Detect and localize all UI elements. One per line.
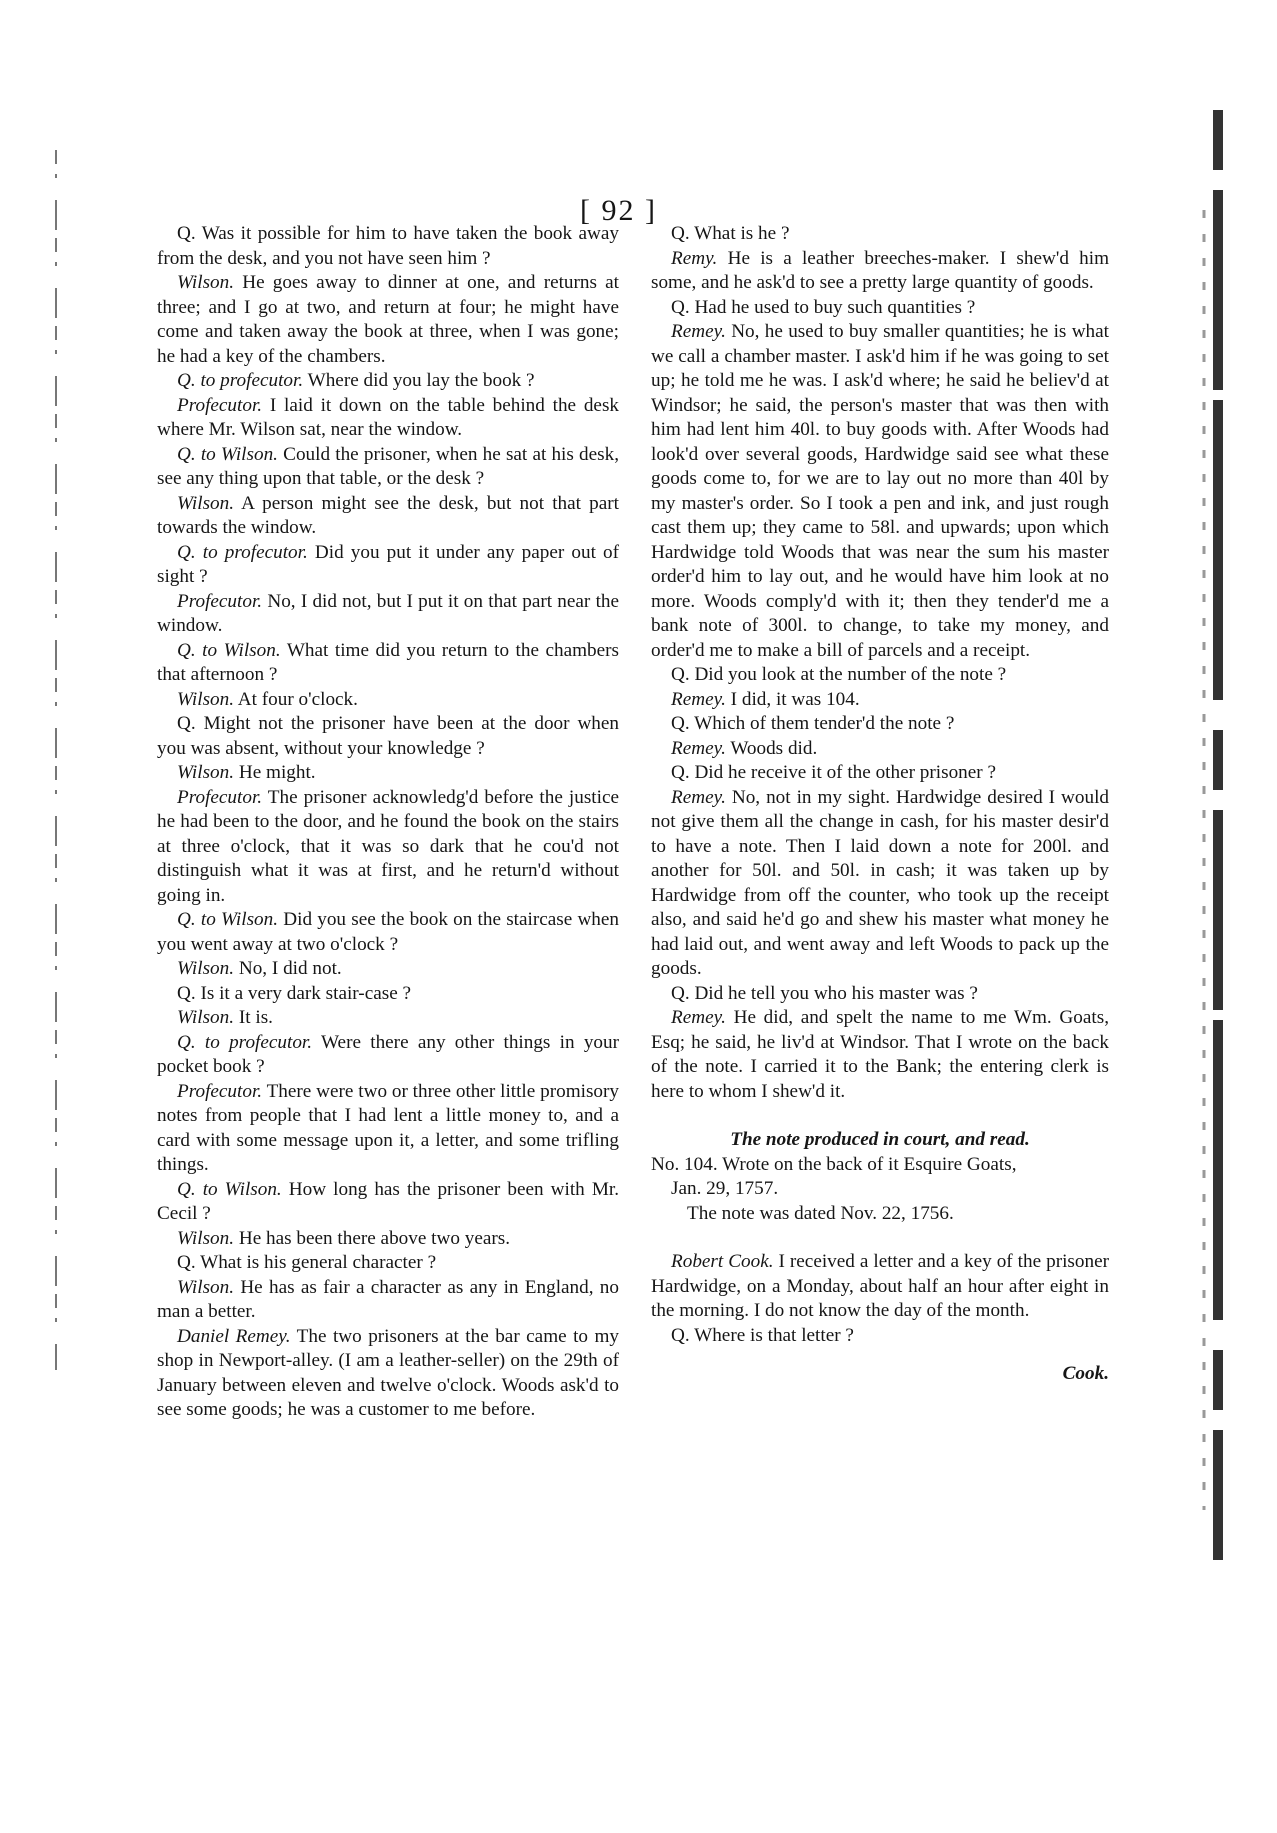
paragraph: Q. to profecutor. Were there any other things in your pocket book ? (157, 1031, 620, 1077)
left-column (157, 222, 619, 1423)
note-line: No. 104. Wrote on the back of it Esquire Goats, (651, 1153, 1017, 1175)
paragraph: Wilson. He has been there above two years. (177, 1227, 511, 1249)
paragraph: Wilson. At four o'clock. (177, 688, 358, 710)
paragraph: Remey. No, not in my sight. Hardwidge desired I would not give them all the change in cash, for his master desir'd to have a note. Then I laid down a note for 200l. and another for 50l. and 50l. in cash; it was taken up by Hardwidge from off the counter, who took up the receipt also, and said he'd go and shew his master what money he had laid out, and went away and left Woods to pack up the goods. (651, 786, 1110, 979)
paragraph: Q. Might not the prisoner have been at the door when you was absent, without your knowledge ? (157, 713, 619, 759)
paragraph: Q. to Wilson. Did you see the book on the staircase when you went away at two o'clock ? (157, 909, 620, 955)
paragraph: Remy. He is a leather breeches-maker. I shew'd him some, and he ask'd to see a pretty large quantity of goods. (651, 247, 1109, 293)
note-date: Jan. 29, 1757. (671, 1178, 779, 1199)
paragraph: Q. to Wilson. Could the prisoner, when he sat at his desk, see any thing upon that table, or the desk ? (157, 443, 619, 489)
paragraph: Wilson. It is. (177, 1007, 273, 1028)
paragraph: Profecutor. No, I did not, but I put it on that part near the window. (157, 590, 620, 636)
right-column (651, 222, 1109, 1387)
note-heading: The note produced in court, and read. (730, 1129, 1030, 1150)
paragraph: Q. Is it a very dark stair-case ? (177, 982, 412, 1004)
paragraph: Remey. He did, and spelt the name to me Wm. Goats, Esq; he said, he liv'd at Windsor. That I wrote on the back of the note. I carried it to the Bank; the entering clerk is here to whom I shew'd it. (651, 1007, 1109, 1102)
paragraph: Q. Did you look at the number of the note ? (671, 664, 1007, 685)
paragraph: Wilson. No, I did not. (177, 958, 342, 979)
scan-edge-right-artifact (1186, 110, 1228, 1560)
paragraph: Wilson. He goes away to dinner at one, and returns at three; and I go at two, and return at four; he might have come and taken away the book at three, when I was gone; he had a key of the chambers. (157, 272, 620, 367)
paragraph: Q. Did he tell you who his master was ? (671, 982, 978, 1004)
paragraph: Q. Which of them tender'd the note ? (671, 713, 955, 734)
paragraph: Robert Cook. I received a letter and a key of the prisoner Hardwidge, on a Monday, about half an hour after eight in the morning. I do not know the day of the month. (651, 1251, 1109, 1321)
paragraph: Profecutor. There were two or three other little promisory notes from people that I had lent a little money to, and a card with some message upon it, a letter, and some trifling things. (157, 1080, 619, 1175)
paragraph: Remey. I did, it was 104. (671, 688, 860, 710)
paragraph: Wilson. He might. (177, 762, 316, 783)
page-number: [ 92 ] (580, 194, 657, 227)
paragraph: Q. What is his general character ? (177, 1252, 437, 1273)
paragraph: Daniel Remey. The two prisoners at the bar came to my shop in Newport-alley. (I am a leather-seller) on the 29th of January between eleven and twelve o'clock. Woods ask'd to see some goods; he was a customer to me before. (157, 1325, 619, 1420)
note-dated: The note was dated Nov. 22, 1756. (687, 1202, 954, 1224)
paragraph: Q. to profecutor. Did you put it under any paper out of sight ? (157, 541, 619, 587)
paragraph: Profecutor. I laid it down on the table behind the desk where Mr. Wilson sat, near the window. (157, 394, 620, 440)
paragraph: Q. to Wilson. How long has the prisoner been with Mr. Cecil ? (157, 1178, 620, 1224)
catchword: Cook. (1062, 1363, 1109, 1384)
paragraph: Q. Was it possible for him to have taken the book away from the desk, and you not have seen him ? (157, 223, 619, 269)
paragraph: Remey. No, he used to buy smaller quantities; he is what we call a chamber master. I ask'd him if he was going to set up; he told me he was. I ask'd where; he said he believ'd at Windsor; he said, the person's master that was then with him had lent him 40l. to buy goods with. After Woods had look'd over several goods, Hardwidge said see what these goods come to, for we are to lay out no more than 40l by my master's order. So I took a pen and ink, and just rough cast them up; they came to 58l. and upwards; upon which Hardwidge told Woods that was near the sum his master order'd him to lay out, and he would have him look at no more. Woods comply'd with it; then they tender'd me a bank note of 300l. to change, to take my money, and order'd me to make a bill of parcels and a receipt. (651, 321, 1109, 661)
scan-edge-left-artifact (48, 150, 64, 1370)
paragraph: Q. Where is that letter ? (671, 1324, 854, 1346)
paragraph: Q. to profecutor. Where did you lay the book ? (177, 370, 535, 391)
paragraph: Wilson. A person might see the desk, but not that part towards the window. (157, 492, 619, 538)
paragraph: Q. What is he ? (671, 223, 790, 244)
paragraph: Q. to Wilson. What time did you return to the chambers that afternoon ? (157, 639, 620, 685)
paragraph: Remey. Woods did. (671, 737, 818, 759)
paragraph: Q. Did he receive it of the other prisoner ? (671, 762, 996, 783)
paragraph: Profecutor. The prisoner acknowledg'd before the justice he had been to the door, and he found the book on the stairs at three o'clock, that it was so dark that he cou'd not distinguish what it was at first, and he return'd without going in. (157, 786, 619, 906)
paragraph: Q. Had he used to buy such quantities ? (671, 296, 976, 318)
paragraph: Wilson. He has as fair a character as any in England, no man a better. (157, 1276, 619, 1322)
